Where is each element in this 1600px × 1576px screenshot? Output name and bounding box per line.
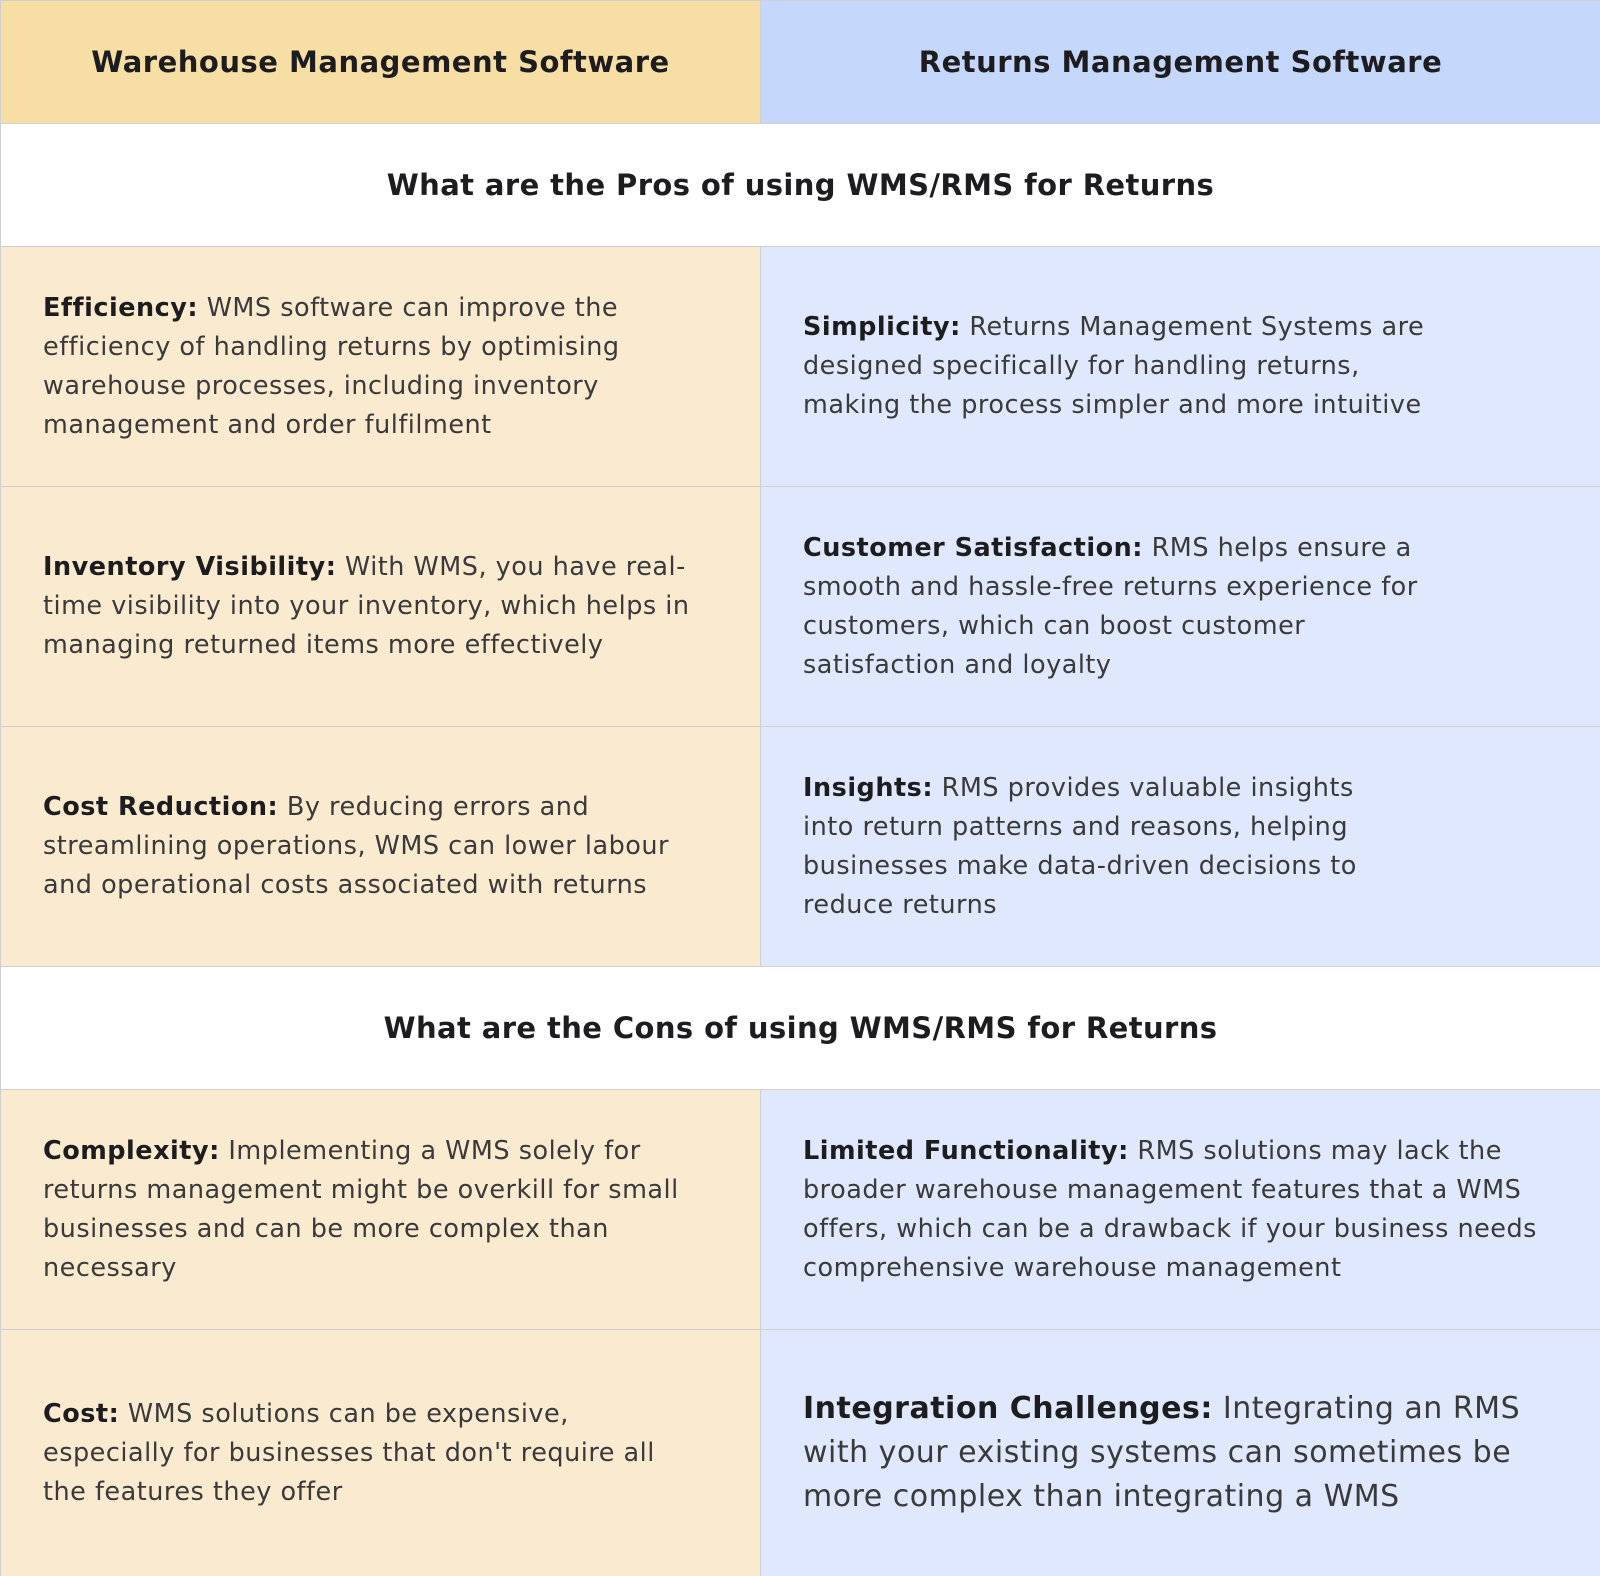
cell-description: RMS provides valuable insights into return patterns and reasons, helping businesses make data-driven decisions to reduce returns (803, 772, 1357, 920)
pros-wms-cell-cost-reduction (1, 727, 761, 967)
cell-term: Integration Challenges: (803, 1391, 1213, 1426)
header-rms-label: Returns Management Software (918, 45, 1443, 79)
pros-wms-cell-efficiency (1, 247, 761, 487)
cell-text (43, 289, 683, 445)
cell-text (803, 529, 1463, 685)
header-rms (761, 1, 1600, 124)
cell-description: With WMS, you have real-time visibility into your inventory, which helps in managing returned items more effectively (43, 552, 690, 660)
pros-rms-cell-simplicity (761, 247, 1600, 487)
section-pros-title (1, 124, 1600, 247)
cell-text (803, 1387, 1523, 1519)
cons-wms-cell-complexity (1, 1090, 761, 1330)
cell-text (803, 1132, 1560, 1288)
cell-term: Efficiency: (43, 292, 199, 323)
cell-text (803, 769, 1383, 925)
header-wms-label: Warehouse Management Software (91, 45, 670, 79)
cell-text (43, 788, 720, 905)
cell-text (43, 548, 703, 665)
cell-term: Cost Reduction: (43, 792, 279, 822)
cell-description: RMS helps ensure a smooth and hassle-free returns experience for customers, which can boost customer satisfaction and loyalty (803, 532, 1418, 680)
cons-wms-cell-cost (1, 1330, 761, 1576)
cell-description: Returns Management Systems are designed specifically for handling returns, making the process simpler and more intuitive (803, 312, 1425, 420)
cell-description: Integrating an RMS with your existing systems can sometimes be more complex than integrating a WMS (803, 1391, 1521, 1514)
cell-term: Cost: (43, 1398, 120, 1429)
header-wms (1, 1, 761, 124)
cell-term: Customer Satisfaction: (803, 532, 1143, 563)
cell-text (43, 1132, 683, 1288)
pros-wms-cell-inventory-visibility (1, 487, 761, 727)
section-cons-title (1, 967, 1600, 1090)
section-pros-label: What are the Pros of using WMS/RMS for Returns (386, 168, 1215, 202)
cons-rms-cell-limited-functionality (761, 1090, 1600, 1330)
cell-text (803, 308, 1463, 425)
cell-term: Limited Functionality: (803, 1135, 1129, 1166)
cell-term: Inventory Visibility: (43, 552, 337, 582)
section-cons-label: What are the Cons of using WMS/RMS for Returns (383, 1011, 1218, 1045)
cons-rms-cell-integration-challenges (761, 1330, 1600, 1576)
cell-description: RMS solutions may lack the broader warehouse management features that a WMS offers, which can be a drawback if your business needs comprehensive warehouse management (803, 1135, 1537, 1283)
cell-term: Insights: (803, 772, 934, 803)
cell-description: Implementing a WMS solely for returns management might be overkill for small businesses and can be more complex than necessary (43, 1135, 679, 1283)
pros-rms-cell-customer-satisfaction (761, 487, 1600, 727)
cell-term: Simplicity: (803, 312, 961, 342)
cell-description: By reducing errors and streamlining operations, WMS can lower labour and operational costs associated with returns (43, 792, 670, 900)
cell-description: WMS solutions can be expensive, especially for businesses that don't require all the features they offer (43, 1398, 655, 1507)
cell-description: WMS software can improve the efficiency of handling returns by optimising warehouse processes, including inventory management and order fulfilment (43, 292, 620, 440)
pros-rms-cell-insights (761, 727, 1600, 967)
cell-text (43, 1395, 663, 1512)
cell-term: Complexity: (43, 1135, 220, 1166)
